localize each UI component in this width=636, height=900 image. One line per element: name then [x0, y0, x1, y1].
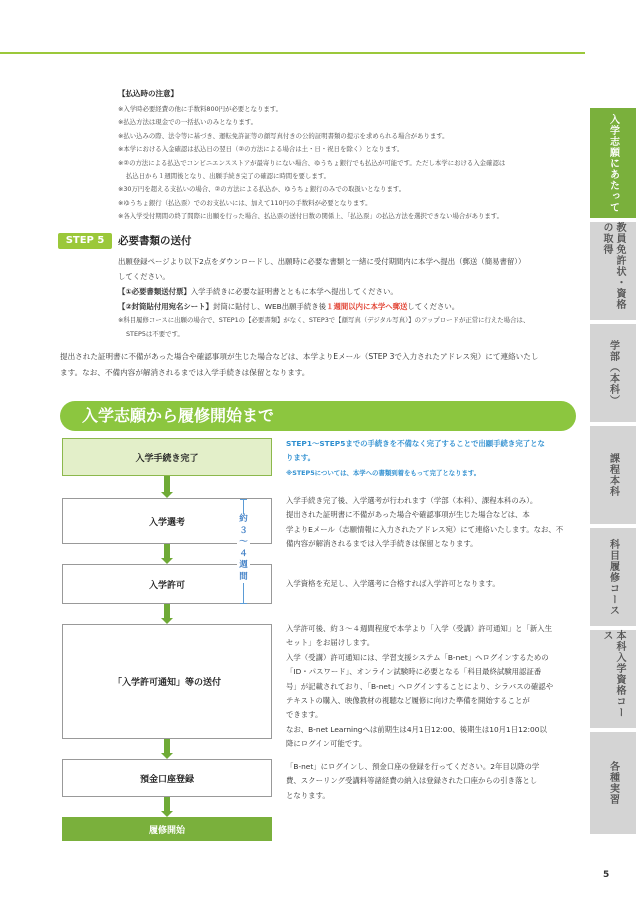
side-tab-qualification-course[interactable]: 本科入学資格コース [590, 630, 636, 728]
notes-item: ※入学時必要経費の他に手数料800円が必要となります。 [118, 105, 283, 113]
flow-step-selection: 入学選考 [62, 498, 272, 544]
notes-item: ※②の方法による払込でコンビニエンスストアが最寄りにない場合、ゆうちょ銀行でも払込が可能です。ただし本学における入金確認は [118, 158, 506, 167]
notes-item: ※各入学受付期間の終了間際に出願を行った場合、払込票の送付日数の関係上、「払込票」の払込方法を選択できない場合があります。 [118, 212, 504, 221]
item-highlight: １週間以内に本学へ郵送 [326, 302, 408, 311]
notes-item: ※ゆうちょ銀行（払込票）でのお支払いには、加えて110円の手数料が必要となります。 [118, 198, 372, 207]
step-body-item [118, 284, 580, 299]
step-body [118, 254, 580, 341]
flow-step-course-start: 履修開始 [62, 817, 272, 841]
paragraph-line: 提出された証明書に不備があった場合や確認事項が生じた場合などは、本学よりEメール（STEP 3で入力されたアドレス宛）にて連絡いたし [60, 352, 539, 361]
side-tab-application[interactable]: 入学志願にあたって [590, 108, 636, 218]
flow-arrow [161, 544, 173, 564]
flow-step-notice-sending: 「入学許可通知」等の送付 [62, 624, 272, 739]
section-title: 入学志願から履修開始まで [82, 406, 275, 425]
notes-item: ※30万円を超える支払いの場合、②の方法による払込か、ゆうちょ銀行のみでの取扱いとなります。 [118, 185, 406, 194]
after-step-paragraph [60, 349, 580, 380]
notes-item: 払込日から１週間後となり、出願手続き完了の確認に時間を要します。 [126, 172, 330, 181]
flow-step-admission: 入学許可 [62, 564, 272, 604]
item-label: 【②封筒貼付用宛名シート】 [118, 302, 213, 311]
side-tab-faculty[interactable]: 学部（本科） [590, 324, 636, 422]
step-body-item [118, 299, 580, 314]
desc-bank-registration: 「B-net」にログインし、預金口座の登録を行ってください。2年目以降の学 費、スクーリング受講料等諸経費の納入は登録された口座からの引き落とし となります。 [286, 762, 540, 800]
notes-item: ※払い込みの際、法令等に基づき、運転免許証等の顔写真付きの公的証明書類の提示を求められる場合があります。 [118, 131, 449, 140]
item-text: 封筒に貼付し、WEB出願手続き後 [212, 302, 327, 311]
step-badge: STEP 5 [58, 233, 112, 249]
step-note: STEP5は不要です。 [126, 329, 184, 338]
side-tab-teaching-license[interactable]: 教員免許状・資格の取得 [590, 222, 636, 320]
step-body-line: 出願登録ページより以下2点をダウンロードし、出願時に必要な書類と一緒に受付期間内に本学へ提出（郵送（簡易書留）） [118, 257, 526, 266]
step-title: 必要書類の送付 [118, 235, 192, 247]
flow-arrow [161, 476, 173, 498]
desc-admission: 入学資格を充足し、入学選考に合格すれば入学許可となります。 [286, 579, 500, 588]
duration-label: 約 ３ 〜 ４ 週 間 [237, 514, 250, 583]
desc-notice-sending: 入学許可後、約３〜４週間程度で本学より「入学（受講）許可通知」と「新入生 セット」をお届けします。 入学（受講）許可通知には、学習支援システム「B-net」へログインするための 「ID・パスワード」、オンライン試験時に必要となる「科目最終試験用認証番 号」が記載されており、「B-net」へログインすることにより、シラバスの確認や テキストの購入、映像教材の視聴など履修に向けた準備を開始することが できます。 なお、B-net Learningへは前期生は4月1日12:00、後期生は10月1日12:00以 降にログイン可能です。 [286, 624, 554, 749]
page-number: 5 [603, 870, 610, 880]
desc-enrollment-complete: STEP1〜STEP5までの手続きを不備なく完了することで出願手続き完了とな ります。 ※STEP5については、本学への書類到着をもって完了となります。 [286, 439, 545, 477]
flow-arrow [161, 739, 173, 759]
paragraph-line: ます。なお、不備内容が解消されるまでは入学手続きは保留となります。 [60, 367, 310, 377]
flow-step-enrollment-complete: 入学手続き完了 [62, 438, 272, 476]
item-text: 入学手続きに必要な証明書とともに本学へ提出してください。 [190, 287, 398, 296]
flow-arrow [161, 604, 173, 624]
item-text: してください。 [407, 302, 460, 311]
side-tab-subject-course[interactable]: 科目履修コース [590, 528, 636, 626]
step-note: ※科目履修コースに出願の場合で、STEP1の【必要書類】がなく、STEP3で【顔写真（デジタル写真）】のアップロードが正常に行えた場合は、 [118, 316, 530, 324]
desc-selection: 入学手続き完了後、入学選考が行われます（学部（本科）、課程本科のみ）。 提出された証明書に不備があった場合や確認事項が生じた場合などは、本 学よりEメール（志願情報に入力されたアドレス宛）にて連絡いたします。なお、不 備内容が解消されるまでは入学手続きは保留となります。 [286, 496, 564, 549]
flow-step-bank-registration: 預金口座登録 [62, 759, 272, 797]
payment-notes [118, 88, 588, 224]
side-tab-course-main[interactable]: 課程本科 [590, 426, 636, 524]
notes-item: ※本学における入金確認は払込日の翌日（②の方法による場合は土・日・祝日を除く）となります。 [118, 145, 404, 154]
notes-item: ※払込方法は現金での一括払いのみとなります。 [118, 118, 258, 127]
section-header [60, 401, 576, 431]
item-label: 【①必要書類送付票】 [118, 287, 191, 296]
side-tab-practicum[interactable]: 各種実習 [590, 732, 636, 834]
duration-cap-top [240, 499, 247, 500]
notes-title: 【払込時の注意】 [118, 89, 178, 98]
top-divider [0, 52, 585, 54]
step-body-line: してください。 [118, 272, 170, 281]
duration-cap-bottom [240, 603, 247, 604]
flow-arrow [161, 797, 173, 817]
